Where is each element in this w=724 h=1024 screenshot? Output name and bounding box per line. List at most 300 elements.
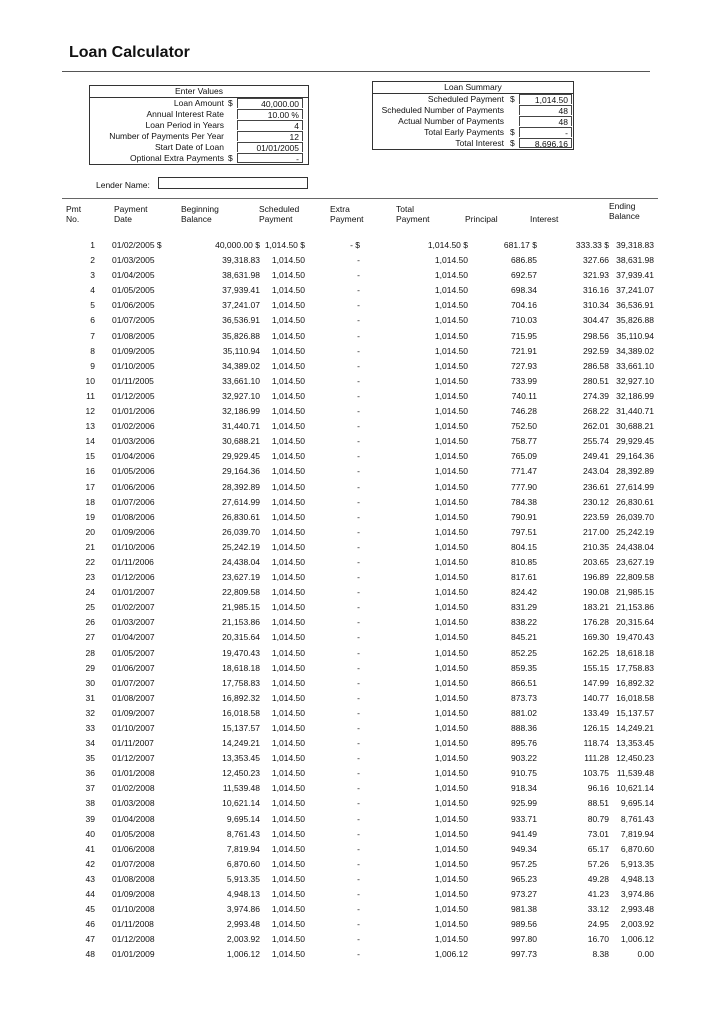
cell-beginning-balance: 21,153.86	[222, 617, 260, 628]
cell-ending-balance: 38,631.98	[616, 255, 654, 266]
cell-total-payment: 1,014.50	[434, 602, 468, 613]
cell-scheduled-payment: 1,014.50	[271, 556, 305, 567]
lender-name-label: Lender Name:	[96, 180, 150, 190]
cell-payment-date: 01/07/2005	[112, 315, 155, 326]
cell-interest: 176.28	[583, 617, 609, 628]
table-row	[62, 902, 658, 917]
cell-beginning-balance: 37,241.07	[222, 300, 260, 311]
cell-beginning-balance: 29,929.45	[222, 451, 260, 462]
cell-pmt-no: 12	[85, 406, 95, 417]
cell-ending-balance: 17,758.83	[616, 662, 654, 673]
cell-pmt-no: 23	[85, 572, 95, 583]
cell-total-payment: 1,014.50	[434, 677, 468, 688]
cell-beginning-balance: 37,939.41	[222, 285, 260, 296]
table-row	[62, 449, 658, 464]
cell-interest: 103.75	[583, 768, 609, 779]
table-row	[62, 661, 658, 676]
cell-payment-date: 01/05/2005	[112, 285, 155, 296]
currency-symbol: $	[228, 98, 233, 108]
summary-field-label: Total Early Payments	[424, 127, 504, 137]
cell-extra-payment: -	[357, 421, 360, 432]
cell-ending-balance: 29,164.36	[616, 451, 654, 462]
cell-scheduled-payment: 1,014.50	[271, 466, 305, 477]
cell-payment-date: 01/10/2008	[112, 904, 155, 915]
cell-total-payment: 1,014.50	[434, 798, 468, 809]
cell-principal: 997.80	[511, 934, 537, 945]
cell-total-payment: 1,014.50	[434, 904, 468, 915]
table-row	[62, 600, 658, 615]
cell-pmt-no: 18	[85, 496, 95, 507]
cell-beginning-balance: 16,018.58	[222, 707, 260, 718]
cell-interest: 304.47	[583, 315, 609, 326]
enter-field-value[interactable]: 40,000.00	[237, 98, 303, 108]
lender-name-input[interactable]	[158, 177, 308, 189]
cell-ending-balance: 13,353.45	[616, 738, 654, 749]
cell-ending-balance: 11,539.48	[616, 768, 654, 779]
cell-ending-balance: 3,974.86	[620, 889, 654, 900]
cell-extra-payment: -	[357, 919, 360, 930]
cell-scheduled-payment: 1,014.50	[271, 677, 305, 688]
enter-field-value[interactable]: 10.00 %	[237, 109, 303, 119]
cell-interest: 230.12	[583, 496, 609, 507]
cell-payment-date: 01/10/2007	[112, 723, 155, 733]
cell-extra-payment: -	[357, 270, 360, 281]
cell-extra-payment: -	[357, 889, 360, 900]
table-row	[62, 917, 658, 932]
cell-scheduled-payment: 1,014.50	[271, 783, 305, 794]
cell-principal: 957.25	[511, 858, 537, 869]
cell-scheduled-payment: 1,014.50	[271, 587, 305, 598]
cell-interest: 262.01	[583, 421, 609, 432]
cell-principal: 784.38	[511, 496, 537, 507]
cell-payment-date: 01/04/2006	[112, 451, 155, 462]
cell-ending-balance: 7,819.94	[620, 828, 654, 839]
cell-payment-date: 01/10/2005	[112, 360, 155, 371]
cell-principal: 733.99	[511, 375, 537, 386]
cell-pmt-no: 15	[85, 451, 95, 462]
cell-payment-date: 01/03/2006	[112, 436, 155, 447]
cell-ending-balance: 25,242.19	[616, 526, 654, 537]
cell-pmt-no: 47	[85, 934, 95, 945]
cell-beginning-balance: 18,618.18	[222, 662, 260, 673]
cell-total-payment: 1,014.50	[434, 511, 468, 522]
cell-payment-date: 01/03/2005	[112, 255, 155, 266]
cell-scheduled-payment: 1,014.50	[271, 798, 305, 809]
cell-beginning-balance: 39,318.83	[222, 255, 260, 266]
cell-scheduled-payment: 1,014.50	[271, 541, 305, 552]
cell-ending-balance: 18,618.18	[616, 647, 654, 658]
cell-total-payment: 1,014.50	[434, 632, 468, 643]
cell-pmt-no: 14	[85, 436, 95, 447]
cell-extra-payment: -	[357, 390, 360, 401]
cell-interest: 96.16	[587, 783, 609, 794]
cell-beginning-balance: 32,927.10	[222, 390, 260, 401]
cell-extra-payment: -	[357, 858, 360, 869]
summary-field-label: Total Interest	[455, 138, 504, 148]
cell-principal: 895.76	[511, 738, 537, 749]
cell-ending-balance: 31,440.71	[616, 406, 654, 417]
cell-interest: 298.56	[583, 330, 609, 341]
cell-pmt-no: 36	[85, 768, 95, 779]
cell-interest: 210.35	[583, 541, 609, 552]
cell-ending-balance: 27,614.99	[616, 481, 654, 492]
enter-field-row	[90, 153, 308, 164]
cell-payment-date: 01/01/2006	[112, 406, 155, 417]
cell-scheduled-payment: 1,014.50	[271, 692, 305, 703]
cell-total-payment: 1,014.50	[434, 315, 468, 326]
table-row	[62, 434, 658, 449]
loan-summary-fields	[373, 94, 573, 149]
enter-field-row	[90, 142, 308, 153]
cell-extra-payment: -	[357, 572, 360, 583]
cell-scheduled-payment: 1,014.50	[271, 496, 305, 507]
table-row	[62, 932, 658, 947]
cell-interest: 33.12	[587, 904, 609, 915]
cell-principal: 881.02	[511, 707, 537, 718]
summary-field-value: 48	[519, 116, 572, 126]
cell-extra-payment: -	[357, 360, 360, 371]
cell-total-payment: 1,014.50	[434, 572, 468, 583]
table-row	[62, 404, 658, 419]
cell-ending-balance: 23,627.19	[616, 556, 654, 567]
cell-payment-date: 01/12/2007	[112, 753, 155, 764]
table-row	[62, 495, 658, 510]
cell-interest: 57.26	[587, 858, 609, 869]
cell-ending-balance: 19,470.43	[616, 632, 654, 643]
title-divider	[62, 71, 650, 72]
cell-ending-balance: 16,892.32	[616, 677, 654, 688]
cell-principal: 989.56	[511, 919, 537, 930]
cell-extra-payment: -	[357, 723, 360, 733]
loan-summary-header: Loan Summary	[373, 82, 573, 94]
cell-pmt-no: 5	[90, 300, 95, 311]
cell-scheduled-payment: 1,014.50	[271, 949, 305, 960]
cell-interest: 280.51	[583, 375, 609, 386]
col-header-pmt-no: Pmt No.	[66, 204, 82, 224]
cell-beginning-balance: 22,809.58	[222, 587, 260, 598]
cell-total-payment: 1,014.50	[434, 889, 468, 900]
cell-total-payment: 1,014.50	[434, 723, 468, 733]
cell-beginning-balance: 17,758.83	[222, 677, 260, 688]
cell-scheduled-payment: 1,014.50	[271, 511, 305, 522]
cell-extra-payment: -	[357, 617, 360, 628]
cell-extra-payment: -	[357, 677, 360, 688]
cell-interest: 183.21	[583, 602, 609, 613]
cell-ending-balance: 5,913.35	[620, 858, 654, 869]
cell-ending-balance: 4,948.13	[620, 873, 654, 884]
cell-principal: 838.22	[511, 617, 537, 628]
cell-principal: 981.38	[511, 904, 537, 915]
table-row	[62, 706, 658, 721]
cell-interest: 49.28	[587, 873, 609, 884]
table-row	[62, 238, 658, 253]
cell-payment-date: 01/11/2007	[112, 738, 154, 749]
cell-extra-payment: -	[357, 511, 360, 522]
cell-payment-date: 01/11/2006	[112, 556, 154, 567]
cell-extra-payment: -	[357, 375, 360, 386]
cell-pmt-no: 34	[85, 738, 95, 749]
cell-extra-payment: -	[357, 285, 360, 296]
cell-pmt-no: 17	[85, 481, 95, 492]
cell-beginning-balance: 8,761.43	[226, 828, 260, 839]
summary-field-row	[373, 127, 573, 138]
cell-extra-payment: - $	[350, 240, 360, 250]
cell-scheduled-payment: 1,014.50	[271, 572, 305, 583]
currency-symbol: $	[510, 138, 515, 148]
cell-pmt-no: 31	[85, 692, 95, 703]
cell-extra-payment: -	[357, 315, 360, 326]
cell-extra-payment: -	[357, 526, 360, 537]
cell-pmt-no: 44	[85, 889, 95, 900]
enter-field-label: Loan Amount	[173, 98, 224, 108]
cell-ending-balance: 20,315.64	[616, 617, 654, 628]
cell-total-payment: 1,014.50	[434, 873, 468, 884]
col-header-principal: Principal	[465, 214, 498, 224]
table-row	[62, 268, 658, 283]
cell-beginning-balance: 35,826.88	[222, 330, 260, 341]
cell-scheduled-payment: 1,014.50	[271, 753, 305, 764]
table-row	[62, 329, 658, 344]
cell-ending-balance: 8,761.43	[620, 813, 654, 824]
cell-scheduled-payment: 1,014.50	[271, 843, 305, 854]
cell-interest: 65.17	[587, 843, 609, 854]
cell-total-payment: 1,014.50	[434, 436, 468, 447]
cell-principal: 997.73	[511, 949, 537, 960]
cell-pmt-no: 48	[85, 949, 95, 960]
cell-extra-payment: -	[357, 798, 360, 809]
cell-scheduled-payment: 1,014.50	[271, 813, 305, 824]
summary-field-row	[373, 94, 573, 105]
cell-beginning-balance: 16,892.32	[222, 692, 260, 703]
cell-principal: 740.11	[511, 390, 537, 401]
cell-principal: 910.75	[511, 768, 537, 779]
cell-interest: 111.28	[584, 753, 609, 764]
cell-ending-balance: 24,438.04	[616, 541, 654, 552]
cell-total-payment: 1,014.50	[434, 285, 468, 296]
cell-principal: 765.09	[511, 451, 537, 462]
table-row	[62, 540, 658, 555]
cell-beginning-balance: 11,539.48	[222, 783, 260, 794]
col-header-total-payment: Total Payment	[396, 204, 430, 224]
cell-extra-payment: -	[357, 738, 360, 749]
cell-beginning-balance: 7,819.94	[226, 843, 260, 854]
summary-field-label: Actual Number of Payments	[398, 116, 504, 126]
cell-extra-payment: -	[357, 843, 360, 854]
cell-interest: 88.51	[587, 798, 609, 809]
cell-extra-payment: -	[357, 466, 360, 477]
table-row	[62, 812, 658, 827]
cell-interest: 333.33 $	[575, 240, 609, 250]
cell-payment-date: 01/06/2008	[112, 843, 155, 854]
cell-interest: 126.15	[583, 723, 609, 733]
cell-beginning-balance: 6,870.60	[226, 858, 260, 869]
cell-beginning-balance: 1,006.12	[226, 949, 260, 960]
cell-extra-payment: -	[357, 783, 360, 794]
cell-principal: 804.15	[511, 541, 537, 552]
cell-total-payment: 1,014.50	[434, 406, 468, 417]
cell-pmt-no: 35	[85, 753, 95, 764]
cell-pmt-no: 19	[85, 511, 95, 522]
enter-field-value[interactable]: 4	[237, 120, 303, 130]
cell-total-payment: 1,014.50	[434, 843, 468, 854]
cell-interest: 327.66	[583, 255, 609, 266]
cell-principal: 777.90	[511, 481, 537, 492]
cell-scheduled-payment: 1,014.50	[271, 934, 305, 945]
cell-principal: 686.85	[511, 255, 537, 266]
cell-interest: 316.16	[583, 285, 609, 296]
cell-ending-balance: 34,389.02	[616, 345, 654, 356]
cell-beginning-balance: 2,003.92	[226, 934, 260, 945]
cell-pmt-no: 22	[85, 556, 95, 567]
cell-total-payment: 1,014.50	[434, 738, 468, 749]
cell-ending-balance: 32,186.99	[616, 390, 654, 401]
cell-principal: 941.49	[511, 828, 537, 839]
cell-beginning-balance: 14,249.21	[222, 738, 260, 749]
table-row	[62, 887, 658, 902]
cell-principal: 727.93	[511, 360, 537, 371]
cell-pmt-no: 46	[85, 919, 95, 930]
amortization-table	[62, 238, 658, 963]
table-row	[62, 751, 658, 766]
cell-pmt-no: 1	[90, 240, 95, 250]
cell-ending-balance: 16,018.58	[616, 692, 654, 703]
cell-extra-payment: -	[357, 602, 360, 613]
enter-field-value[interactable]: 12	[237, 131, 303, 141]
enter-field-label: Loan Period in Years	[145, 120, 224, 130]
table-row	[62, 781, 658, 796]
cell-payment-date: 01/02/2007	[112, 602, 155, 613]
cell-total-payment: 1,014.50	[434, 556, 468, 567]
table-header-divider	[62, 198, 658, 199]
currency-symbol: $	[510, 127, 515, 137]
table-row	[62, 359, 658, 374]
table-row	[62, 857, 658, 872]
summary-field-value: 8,696.16	[519, 138, 572, 148]
cell-principal: 810.85	[511, 556, 537, 567]
cell-principal: 866.51	[511, 677, 537, 688]
cell-scheduled-payment: 1,014.50	[271, 390, 305, 401]
cell-ending-balance: 35,826.88	[616, 315, 654, 326]
cell-scheduled-payment: 1,014.50	[271, 904, 305, 915]
enter-field-value[interactable]: 01/01/2005	[237, 142, 303, 152]
cell-interest: 292.59	[583, 345, 609, 356]
cell-interest: 24.95	[587, 919, 609, 930]
cell-interest: 249.41	[583, 451, 609, 462]
cell-interest: 140.77	[583, 692, 609, 703]
cell-principal: 859.35	[511, 662, 537, 673]
table-row	[62, 298, 658, 313]
summary-field-row	[373, 116, 573, 127]
cell-payment-date: 01/05/2008	[112, 828, 155, 839]
cell-interest: 196.89	[583, 572, 609, 583]
cell-beginning-balance: 3,974.86	[226, 904, 260, 915]
cell-pmt-no: 24	[85, 587, 95, 598]
cell-total-payment: 1,014.50	[434, 934, 468, 945]
cell-pmt-no: 25	[85, 602, 95, 613]
cell-total-payment: 1,014.50	[434, 270, 468, 281]
cell-principal: 758.77	[511, 436, 537, 447]
cell-payment-date: 01/09/2007	[112, 707, 155, 718]
summary-field-row	[373, 105, 573, 116]
cell-payment-date: 01/01/2007	[112, 587, 155, 598]
cell-scheduled-payment: 1,014.50	[271, 889, 305, 900]
cell-principal: 949.34	[511, 843, 537, 854]
cell-extra-payment: -	[357, 406, 360, 417]
cell-principal: 692.57	[511, 270, 537, 281]
table-row	[62, 313, 658, 328]
cell-principal: 852.25	[511, 647, 537, 658]
cell-payment-date: 01/06/2007	[112, 662, 155, 673]
page-title: Loan Calculator	[69, 44, 190, 61]
cell-principal: 925.99	[511, 798, 537, 809]
currency-symbol: $	[510, 94, 515, 104]
cell-pmt-no: 37	[85, 783, 95, 794]
cell-ending-balance: 37,939.41	[616, 270, 654, 281]
summary-field-value: -	[519, 127, 572, 137]
cell-scheduled-payment: 1,014.50	[271, 617, 305, 628]
loan-summary-box	[372, 81, 574, 150]
enter-field-value[interactable]: -	[237, 153, 303, 163]
cell-beginning-balance: 35,110.94	[222, 345, 260, 356]
table-row	[62, 570, 658, 585]
cell-payment-date: 01/07/2008	[112, 858, 155, 869]
table-row	[62, 283, 658, 298]
cell-ending-balance: 32,927.10	[616, 375, 654, 386]
cell-payment-date: 01/09/2008	[112, 889, 155, 900]
cell-payment-date: 01/08/2005	[112, 330, 155, 341]
cell-beginning-balance: 36,536.91	[222, 315, 260, 326]
cell-total-payment: 1,014.50	[434, 783, 468, 794]
cell-principal: 933.71	[511, 813, 537, 824]
cell-extra-payment: -	[357, 436, 360, 447]
table-row	[62, 736, 658, 751]
cell-payment-date: 01/09/2005	[112, 345, 155, 356]
cell-interest: 223.59	[583, 511, 609, 522]
cell-interest: 133.49	[583, 707, 609, 718]
cell-total-payment: 1,014.50	[434, 858, 468, 869]
enter-field-label: Start Date of Loan	[155, 142, 224, 152]
cell-scheduled-payment: 1,014.50	[271, 858, 305, 869]
cell-scheduled-payment: 1,014.50	[271, 738, 305, 749]
cell-total-payment: 1,014.50	[434, 753, 468, 764]
cell-ending-balance: 1,006.12	[620, 934, 654, 945]
cell-interest: 118.74	[583, 738, 609, 749]
cell-extra-payment: -	[357, 587, 360, 598]
cell-payment-date: 01/12/2006	[112, 572, 155, 583]
cell-principal: 790.91	[511, 511, 537, 522]
cell-beginning-balance: 29,164.36	[222, 466, 260, 477]
table-row	[62, 374, 658, 389]
cell-pmt-no: 27	[85, 632, 95, 643]
cell-interest: 203.65	[583, 556, 609, 567]
cell-pmt-no: 9	[90, 360, 95, 371]
table-row	[62, 585, 658, 600]
cell-beginning-balance: 26,039.70	[222, 526, 260, 537]
cell-scheduled-payment: 1,014.50	[271, 270, 305, 281]
table-row	[62, 464, 658, 479]
cell-payment-date: 01/02/2006	[112, 421, 155, 432]
cell-ending-balance: 21,985.15	[616, 587, 654, 598]
cell-ending-balance: 33,661.10	[616, 360, 654, 371]
currency-symbol: $	[228, 153, 233, 163]
cell-beginning-balance: 19,470.43	[222, 647, 260, 658]
cell-extra-payment: -	[357, 692, 360, 703]
table-row	[62, 555, 658, 570]
cell-extra-payment: -	[357, 451, 360, 462]
cell-beginning-balance: 12,450.23	[222, 768, 260, 779]
cell-extra-payment: -	[357, 647, 360, 658]
cell-extra-payment: -	[357, 255, 360, 266]
